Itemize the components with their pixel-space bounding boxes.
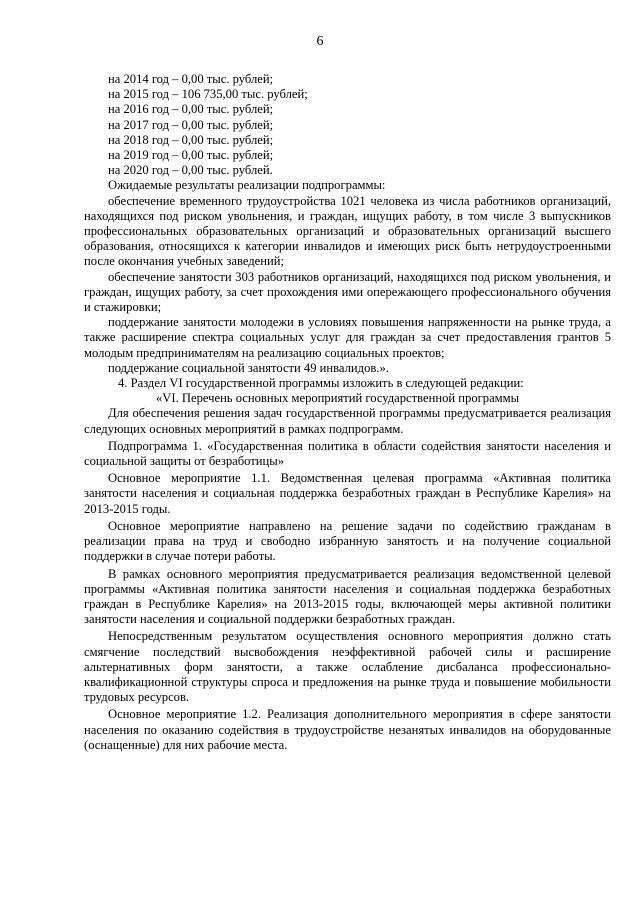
page-number: 6 xyxy=(316,34,324,49)
paragraph-measure-framework: В рамках основного мероприятия предусматривается реализация ведомственной целевой программы «Активная политика занятости населения и социальная поддержка безработных граждан в Республике Карелия» на 2013-2015 годы, включающей меры активной политики занятости населения и социальной поддержки безработных граждан. xyxy=(84,566,611,627)
paragraph-main-measure-1-1: Основное мероприятие 1.1. Ведомственная целевая программа «Активная политика занятости населения и социальная поддержка безработных граждан в Республике Карелия» на 2013-2015 годы. xyxy=(84,471,611,516)
funding-line-2014: на 2014 год – 0,00 тыс. рублей; xyxy=(108,72,274,86)
paragraph-subprogram-1: Подпрограмма 1. «Государственная политика в области содействия занятости населения и социальной защиты от безработицы» xyxy=(84,438,611,469)
paragraph-measure-result: Непосредственным результатом осуществления основного мероприятия должно стать смягчение последствий высвобождения неэффективной рабочей силы и расширение альтернативных форм занятости, а также ослабление дисбаланса профессионально-квалификационной структуры спроса и предложения на рынке труда и повышение мобильности трудовых ресурсов. xyxy=(84,629,611,705)
funding-line-2017: на 2017 год – 0,00 тыс. рублей; xyxy=(108,117,274,132)
funding-line-2018: на 2018 год – 0,00 тыс. рублей; xyxy=(108,132,274,147)
paragraph-youth-employment: поддержание занятости молодежи в условиях повышения напряженности на рынке труда, а также расширение спектра социальных услуг для граждан за счет предоставления грантов 5 молодым предпринимателям на реализацию социальных проектов; xyxy=(84,315,611,360)
funding-line-2015: на 2015 год – 106 735,00 тыс. рублей; xyxy=(108,87,308,102)
document-body xyxy=(84,72,611,753)
funding-line-2020: на 2020 год – 0,00 тыс. рублей. xyxy=(108,163,273,178)
funding-line-2016: на 2016 год – 0,00 тыс. рублей; xyxy=(108,102,274,117)
paragraph-training: обеспечение занятости 303 работников организаций, находящихся под риском увольнения, и граждан, ищущих работу, за счет прохождения ими опережающего профессионального обучения и стажировки; xyxy=(84,269,611,315)
paragraph-main-measure-1-2: Основное мероприятие 1.2. Реализация дополнительного мероприятия в сфере занятости населения по оказанию содействия в трудоустройстве незанятых инвалидов на оборудованные (оснащенные) для них рабочие места. xyxy=(84,707,611,752)
section-title: «VI. Перечень основных мероприятий государственной программы xyxy=(156,391,520,406)
paragraph-disabled-employment: поддержание социальной занятости 49 инвалидов.». xyxy=(108,360,389,375)
paragraph-measure-purpose: Основное мероприятие направлено на решение задачи по содействию гражданам в реализации права на труд и свободно избранную занятость и на получение социальной поддержки в случае потери работы. xyxy=(84,518,611,564)
paragraph-section-edit: 4. Раздел VI государственной программы изложить в следующей редакции: xyxy=(118,376,524,391)
paragraph-temporary-employment: обеспечение временного трудоустройства 1021 человека из числа работников организаций, находящихся под риском увольнения, и граждан, ищущих работу, в том числе 3 выпускников профессиональных образовательных организаций и образовательных организаций высшего образования, относящихся к категории инвалидов и имеющих риск быть нетрудоустроенными после окончания учебных заведений; xyxy=(84,193,611,269)
expected-results-heading: Ожидаемые результаты реализации подпрограммы: xyxy=(108,178,386,193)
paragraph-program-intro: Для обеспечения решения задач государственной программы предусматривается реализация следующих основных мероприятий в рамках подпрограмм. xyxy=(84,406,611,436)
funding-line-2019: на 2019 год – 0,00 тыс. рублей; xyxy=(108,148,274,163)
